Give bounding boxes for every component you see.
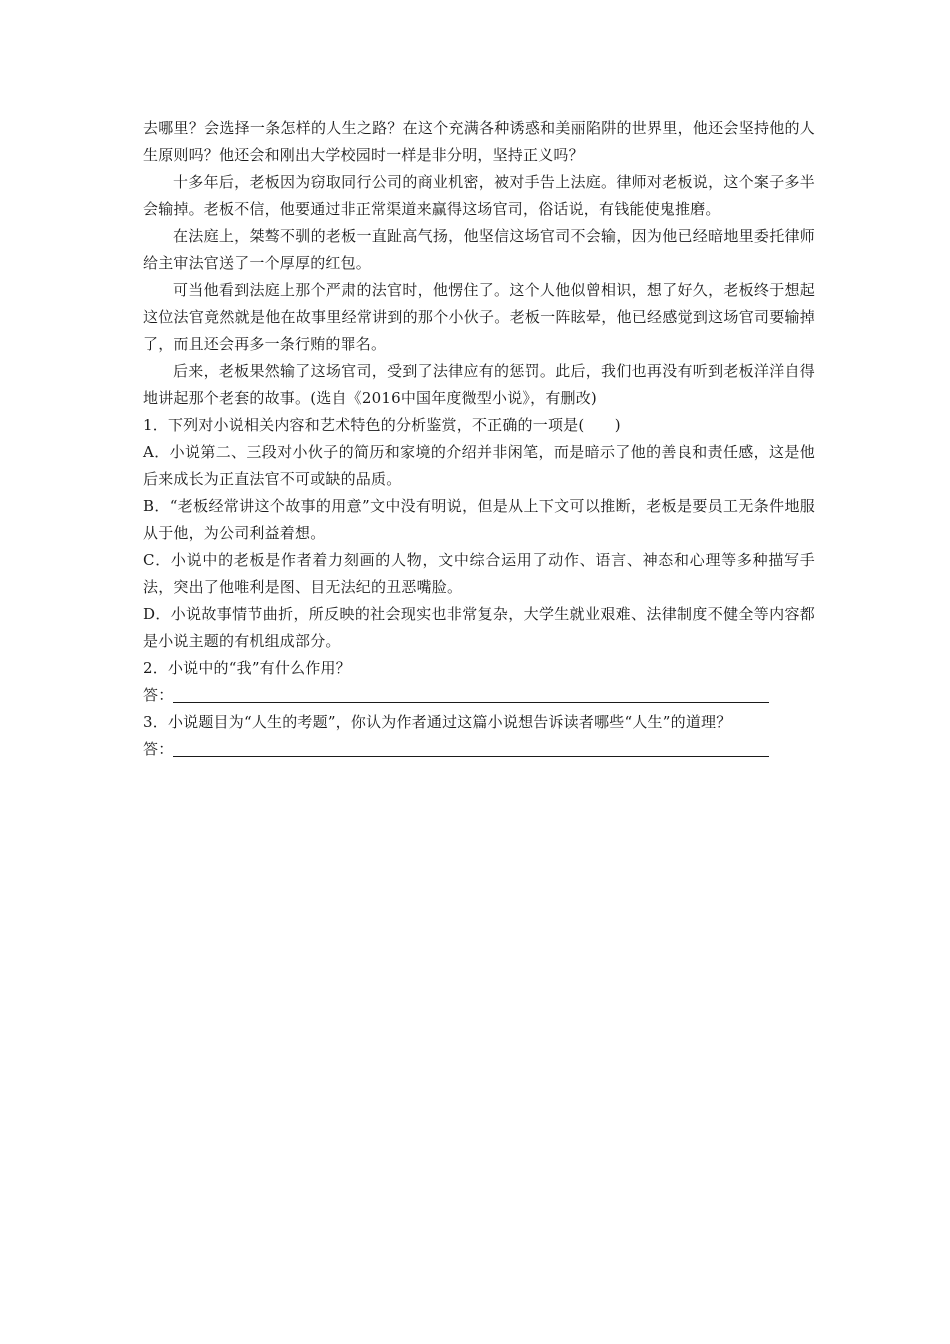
- question-2-answer-label: 答：: [143, 686, 174, 704]
- question-3-stem: 3．小说题目为“人生的考题”，你认为作者通过这篇小说想告诉读者哪些“人生”的道理？: [143, 713, 732, 731]
- question-2-answer-row: [143, 682, 815, 709]
- question-1-stem: 1．下列对小说相关内容和艺术特色的分析鉴赏，不正确的一项是( ): [143, 416, 621, 434]
- passage-paragraph-1: 去哪里？会选择一条怎样的人生之路？在这个充满各种诱惑和美丽陷阱的世界里，他还会坚持他的人生原则吗？他还会和刚出大学校园时一样是非分明，坚持正义吗？: [143, 119, 815, 164]
- question-1-option-d: D．小说故事情节曲折，所反映的社会现实也非常复杂，大学生就业艰难、法律制度不健全等内容都是小说主题的有机组成部分。: [143, 605, 815, 650]
- question-1-option-b: B．“老板经常讲这个故事的用意”文中没有明说，但是从上下文可以推断，老板是要员工无条件地服从于他，为公司利益着想。: [143, 497, 815, 542]
- question-2-stem: 2．小说中的“我”有什么作用？: [143, 659, 351, 677]
- passage-paragraph-3: 在法庭上，桀骜不驯的老板一直趾高气扬，他坚信这场官司不会输，因为他已经暗地里委托律师给主审法官送了一个厚厚的红包。: [143, 227, 815, 272]
- document-page: [143, 115, 815, 763]
- question-2-answer-line[interactable]: [173, 682, 769, 703]
- passage-paragraph-2: 十多年后，老板因为窃取同行公司的商业机密，被对手告上法庭。律师对老板说，这个案子多半会输掉。老板不信，他要通过非正常渠道来赢得这场官司，俗话说，有钱能使鬼推磨。: [143, 173, 815, 218]
- question-3-answer-line[interactable]: [173, 736, 769, 757]
- passage-paragraph-5: 后来，老板果然输了这场官司，受到了法律应有的惩罚。此后，我们也再没有听到老板洋洋自得地讲起那个老套的故事。(选自《2016中国年度微型小说》，有删改): [143, 362, 815, 407]
- question-1-option-a: A．小说第二、三段对小伙子的简历和家境的介绍并非闲笔，而是暗示了他的善良和责任感，这是他后来成长为正直法官不可或缺的品质。: [143, 443, 815, 488]
- question-3-answer-row: [143, 736, 815, 763]
- passage-paragraph-4: 可当他看到法庭上那个严肃的法官时，他愣住了。这个人他似曾相识，想了好久，老板终于想起这位法官竟然就是他在故事里经常讲到的那个小伙子。老板一阵眩晕，他已经感觉到这场官司要输掉了，而且还会再多一条行贿的罪名。: [143, 281, 815, 353]
- question-3-answer-label: 答：: [143, 740, 174, 758]
- question-1-option-c: C．小说中的老板是作者着力刻画的人物，文中综合运用了动作、语言、神态和心理等多种描写手法，突出了他唯利是图、目无法纪的丑恶嘴脸。: [143, 551, 815, 596]
